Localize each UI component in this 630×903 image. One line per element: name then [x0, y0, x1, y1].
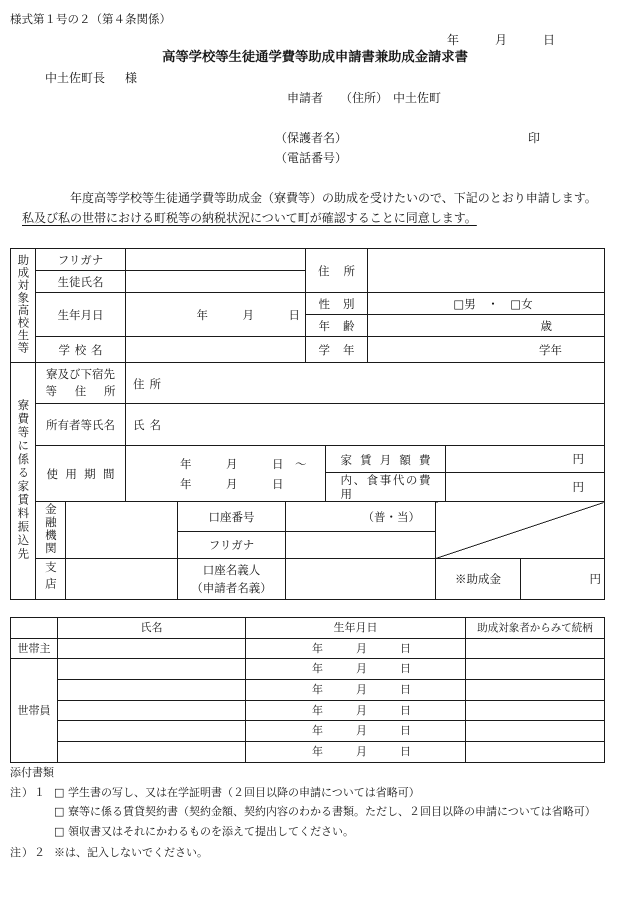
student-furigana-label: フリガナ: [36, 249, 126, 271]
account-furigana-label: フリガナ: [178, 532, 286, 559]
table-row-relationship-field: [466, 742, 605, 763]
student-birthdate-placeholder: 年 月 日: [196, 307, 301, 322]
branch-label: 支店: [43, 561, 58, 594]
grade-label: 学 年: [318, 343, 355, 357]
meal-cost-label-cell: [326, 473, 446, 502]
table-row-birthdate: 年 月 日: [246, 721, 466, 742]
school-field: [126, 337, 306, 363]
table-row-birthdate: 年 月 日: [246, 639, 466, 659]
account-holder-label-line2: （申請者名義）: [191, 581, 272, 595]
rent-field: [446, 446, 605, 473]
rent-label: 家 賃 月 額 費: [340, 452, 431, 467]
gender-field: [368, 293, 605, 315]
table-row-relationship-field: [466, 639, 605, 659]
household-member-label: 世帯員: [11, 659, 58, 763]
household-header-name: 氏名: [58, 618, 246, 639]
note2-text: ※は、記入しないでください。: [54, 846, 208, 859]
addressee-name: 中土佐町長: [45, 71, 106, 85]
student-furigana-field: [126, 249, 306, 271]
period-from: 年 月 日 〜: [180, 456, 307, 471]
table-row-name-field: [58, 639, 246, 659]
page-title: 高等学校等生徒通学費等助成申請書兼助成金請求書: [162, 50, 468, 65]
age-unit: 歳: [540, 318, 553, 333]
subsidy-label: ※助成金: [436, 559, 521, 600]
table-row-birthdate: 年 月 日: [246, 742, 466, 763]
attachments-title: 添付書類: [10, 766, 54, 779]
period-label: 使 用 期 間: [46, 467, 115, 481]
school-label-cell: [36, 337, 126, 363]
table-row-relationship-field: [466, 701, 605, 721]
table-row-relationship-field: [466, 680, 605, 701]
student-name-field: [126, 271, 306, 293]
age-label-cell: [306, 315, 368, 337]
meal-cost-field: [446, 473, 605, 502]
account-holder-label: [178, 559, 286, 600]
branch-label-cell: [36, 559, 66, 600]
gender-options: □男 ・ □女: [453, 296, 533, 311]
table-row-relationship-field: [466, 721, 605, 742]
table-row-name-field: [58, 721, 246, 742]
lodging-section-label: 寮費等に係る家賃料振込先: [16, 398, 31, 561]
note1-label: 注）１: [10, 786, 46, 799]
application-statement: 年度高等学校等生徒通学費等助成金（寮費等）の助成を受けたいので、下記のとおり申請します。: [70, 191, 597, 205]
lodging-address-label-line1: 寮及び下宿先: [46, 366, 115, 381]
bank-name-field: [66, 502, 178, 559]
household-table: [10, 617, 605, 763]
addressee-honorific: 様: [125, 71, 138, 85]
applicant-label: 申請者: [287, 91, 324, 105]
rent-unit: 円: [572, 452, 585, 466]
lodging-address-caption: 住 所: [133, 376, 161, 391]
table-row-relationship-field: [466, 659, 605, 680]
household-head-label: 世帯主: [11, 639, 58, 659]
gender-label: 性 別: [318, 297, 355, 311]
meal-cost-unit: 円: [572, 480, 585, 494]
lodging-address-label-line2: 等 住 所: [45, 384, 116, 399]
application-form-table: [10, 248, 605, 600]
checkbox-icon: □: [54, 825, 65, 838]
household-header-birthdate: 生年月日: [246, 618, 466, 639]
applicant-address-label: （住所）: [340, 91, 389, 105]
age-field: [368, 315, 605, 337]
account-number-label: 口座番号: [178, 502, 286, 532]
void-diagonal-cell: [436, 502, 605, 559]
age-label: 年 齢: [318, 319, 355, 333]
account-type-options: （普・当）: [362, 509, 421, 524]
table-row-name-field: [58, 680, 246, 701]
meal-cost-label: 内、食事代の費用: [340, 473, 431, 501]
gender-label-cell: [306, 293, 368, 315]
form-id: 様式第１号の２（第４条関係）: [10, 12, 171, 26]
grade-label-cell: [306, 337, 368, 363]
tax-consent-statement: 私及び私の世帯における町税等の納税状況について町が確認することに同意します。: [22, 211, 477, 225]
attachment-item-1: 学生書の写し、又は在学証明書（２回目以降の申請については省略可）: [68, 786, 420, 799]
lodging-section-header: [11, 363, 36, 600]
subsidy-field: [521, 559, 605, 600]
applicant-address-value: 中土佐町: [393, 91, 442, 105]
grade-field: [368, 337, 605, 363]
table-row-birthdate: 年 月 日: [246, 680, 466, 701]
account-holder-field: [286, 559, 436, 600]
period-field: [126, 446, 326, 502]
owner-field: [126, 404, 605, 446]
bank-label-cell: [36, 502, 66, 559]
student-birthdate-label: 生年月日: [36, 293, 126, 337]
seal-mark: 印: [528, 131, 541, 145]
household-header-relationship: 助成対象者からみて続柄: [466, 618, 605, 639]
student-address-label-cell: [306, 249, 368, 293]
phone-number-label: （電話番号）: [275, 151, 348, 165]
attachment-item-2: 寮等に係る賃貸契約書（契約金額、契約内容のわかる書類。ただし、２回目以降の申請については省略可）: [68, 805, 596, 818]
owner-name-caption: 氏 名: [133, 418, 161, 432]
lodging-address-label: [36, 363, 126, 404]
guardian-name-label: （保護者名）: [275, 131, 348, 145]
checkbox-icon: □: [54, 805, 65, 818]
student-section-label: 助成対象高校生等: [16, 254, 31, 354]
owner-label: 所有者等氏名: [36, 404, 126, 446]
student-birthdate-field: [126, 293, 306, 337]
school-label: 学 校 名: [58, 343, 103, 357]
account-holder-label-line1: 口座名義人: [202, 563, 261, 577]
period-to: 年 月 日: [180, 476, 284, 491]
table-row-birthdate: 年 月 日: [246, 659, 466, 680]
table-row-name-field: [58, 659, 246, 680]
date-line: 年 月 日: [447, 33, 556, 47]
period-label-cell: [36, 446, 126, 502]
branch-field: [66, 559, 178, 600]
account-furigana-field: [286, 532, 436, 559]
student-section-header: [11, 249, 36, 363]
subsidy-unit: 円: [589, 572, 602, 586]
note2-label: 注）２: [10, 846, 46, 859]
household-header-blank: [11, 618, 58, 639]
table-row-name-field: [58, 742, 246, 763]
table-row-name-field: [58, 701, 246, 721]
student-name-label: 生徒氏名: [36, 271, 126, 293]
lodging-address-field: [126, 363, 605, 404]
attachment-item-3: 領収書又はそれにかわるものを添えて提出してください。: [68, 825, 354, 838]
student-address-field: [368, 249, 605, 293]
checkbox-icon: □: [54, 786, 65, 799]
rent-label-cell: [326, 446, 446, 473]
table-row-birthdate: 年 月 日: [246, 701, 466, 721]
account-number-field: [286, 502, 436, 532]
bank-label: 金融機関: [43, 502, 58, 555]
grade-unit: 学年: [539, 342, 563, 357]
student-address-label: 住 所: [318, 264, 356, 278]
